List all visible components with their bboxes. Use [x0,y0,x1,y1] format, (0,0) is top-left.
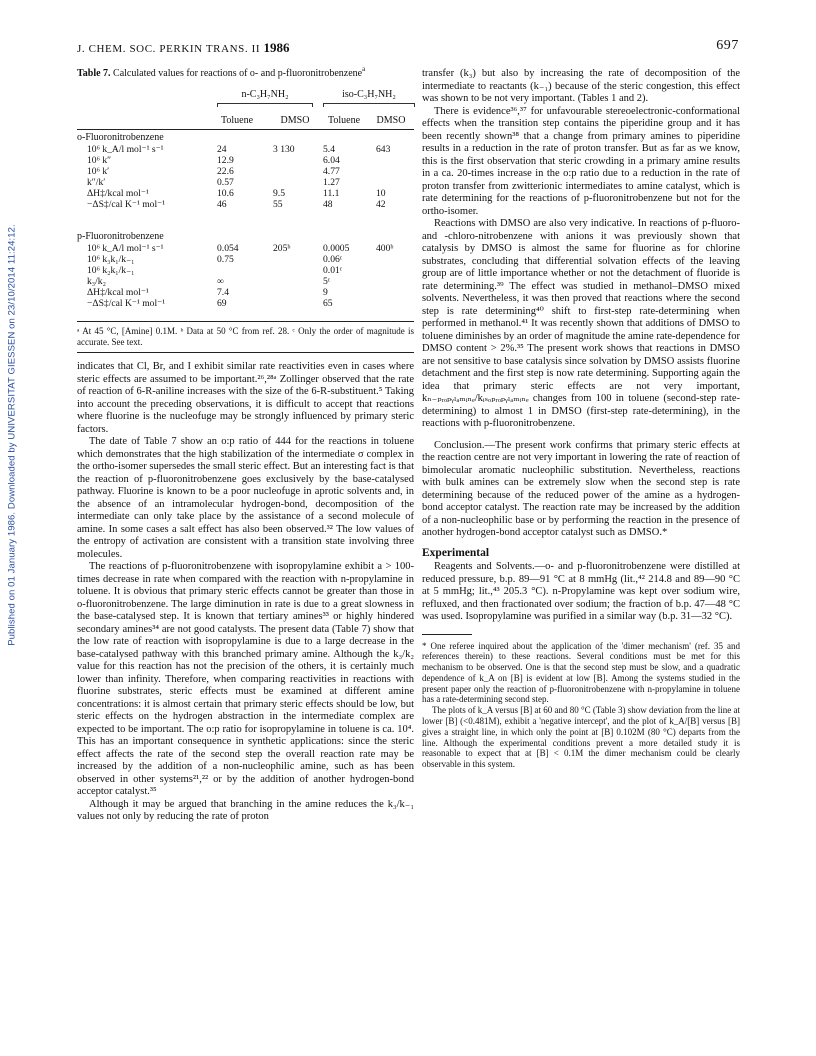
table-cell: ∞ [217,276,224,287]
page-number: 697 [716,38,739,53]
experimental-heading: Experimental [422,546,490,559]
left-paragraph: The date of Table 7 show an o:p ratio of 444 for the reactions in toluene which demonstrates that the high stabilization of the intermediate σ complex in the ortho-isomer supersedes the small steric effect. But an interesting fact is that the reaction of p-fluoronitrobenzene goes exclusively by the base-catalysed pathway. Fluorine is known to be a poor nucleofuge in aprotic solvents and, in the absence of an intramolecular hydrogen-bond, decomposition of the intermediate can only take place by the assistance of a second molecule of amine. In some cases a salt effect has also been observed.³² The low values of the entropy of activation are consistent with a transition state involving three molecules. [77,436,414,560]
table-cell: 22.6 [217,166,234,177]
footnote-paragraph: * One referee inquired about the application of the 'dimer mechanism' (ref. 35 and references therein) to these reactions. Several conditions must be met for this mechanism to be observed. One is that the second step must be slow, and a quadratic dependence of k_A on [B] is evident at low [B]. Among the systems studied in the present paper only the reaction of p-fluoronitrobenzene with n-propylamine in toluene has a rate-determining second step. [422,640,740,705]
table-row [77,144,414,155]
table-row-label: 10⁶ k₂k₁/k₋₁ [87,265,135,276]
table-cell: 11.1 [323,188,340,199]
table-caption-mark: a [362,64,366,73]
table-7 [77,64,414,324]
table-footnote: ᵃ At 45 °C, [Amine] 0.1M. ᵇ Data at 50 °C from ref. 28. ᶜ Only the order of magnitude is accurate. See text. [77,326,414,347]
right-paragraph: Reactions with DMSO are also very indicative. In reactions of p-fluoro- and -chloro-nitrobenzene with anions it was previously shown that catalysis by DMSO is almost the same for fluorine as for chlorine substrates, concluding that differential solvation effects of the leaving group are of little importance whether or not the detachment of fluoride is rate determining.³⁹ The effect was studied in methanol–DMSO mixed solvents. Nevertheless, it was then proved that reactions where the second step is rate determining⁴⁰ shift to first-step rate-determining when performed in methanol.⁴¹ It was recently shown that additions of DMSO to toluene diminishes by an order of magnitude the amine rate-dependence for DMSO content > 2%.³⁵ The present work shows that reactions in DMSO are not sensitive to base catalysis since solvation by DMSO assists fluorine detachment and the first step is now rate determining. Supporting again the idea that primary steric effects are not very important, kₙ₋ₚᵣₒₚᵧₗₐₘᵢₙₑ/kᵢₛₒₚᵣₒₚᵧₗₐₘᵢₙₑ changes from 100 in toluene (second-step rate-determining) to almost 1 in DMSO (first-step rate-determining), in the reactions with p-fluoronitrobenzene. [422,218,740,429]
table-row-label: k₃/k₂ [87,276,106,287]
journal-year: 1986 [263,40,290,55]
left-column [77,64,414,824]
table-col-dmso-2: DMSO [376,115,406,126]
footnote-paragraph: The plots of k_A versus [B] at 60 and 80 °C (Table 3) show deviation from the line at lower [B] (<0.481M), exhibit a 'negative intercept', and the plot of k_A/[B] versus [B] gives a straight line, in which only the point at [B] 0.102M (80 °C) departs from the line. Although the experimental conditions prevent a more detailed study it is reasonable to expect that at [B] < 0.1M the dimer mechanism could be clearly observable in this system. [422,705,740,770]
journal-name: J. CHEM. SOC. PERKIN TRANS. II [77,43,261,55]
table-cell: 5.4 [323,144,335,155]
table-cell: 3 130 [273,144,295,155]
table-cell: 0.0005 [323,243,350,254]
right-paragraph: There is evidence³⁶,³⁷ for unfavourable stereoelectronic-conformational effects when the transition step contains the piperidine group and it has been recently shown³⁸ that a change from primary amines to piperidine results in a reduction in the rate of proton transfer. But as far as we know, this is the first observation that steric crowding in a primary amine results in a ca. 20-times increase in the o:p ratio due to a reduction in the rate of proton transfer from zwitterionic intermediates to amine catalyst, which is rate determining for the reactions of p-fluoronitrobenzene but not for the ortho-isomer. [422,105,740,217]
table-group-brace [217,103,313,107]
running-head [77,40,739,56]
table-row-label: ΔH‡/kcal mol⁻¹ [87,287,149,298]
table-row [77,199,414,210]
table-caption-text: Calculated values for reactions of o- and p-fluoronitrobenzene [113,68,363,79]
table-cell: 6.04 [323,155,340,166]
table-group-n-propylamine [217,89,313,107]
table-cell: 5ᶜ [323,276,331,287]
table-caption-label: Table 7. [77,68,111,79]
table-row-label: 10⁶ k″ [87,155,112,166]
table-cell: 65 [323,298,333,309]
table-row-label: 10⁶ k_A/l mol⁻¹ s⁻¹ [87,243,164,254]
table-cell: 10.6 [217,188,234,199]
left-paragraph: Although it may be argued that branching in the amine reduces the k₃/k₋₁ values not only by reducing the rate of proton [77,798,414,822]
table-row [77,243,414,254]
table-row [77,254,414,265]
table-cell: 46 [217,199,227,210]
right-column [422,68,740,770]
experimental-paragraph: Reagents and Solvents.—o- and p-fluoronitrobenzene were distilled at reduced pressure, b.p. 89—91 °C at 8 mmHg (lit.,⁴² 214.8 and 89—90 °C at 5 mmHg; lit.,⁴³ 205.3 °C). n-Propylamine was kept over sodium wire, refluxed, and then fractionated over sodium; the fraction of b.p. 47—48 °C was used. Isopropylamine was purified in a similar way (b.p. 31—32 °C). [422,561,740,622]
table-row-label: −ΔS‡/cal K⁻¹ mol⁻¹ [87,199,166,210]
table-cell: 10 [376,188,386,199]
table-cell: 400ᵇ [376,243,394,254]
table-cell: 205ᵇ [273,243,291,254]
table-cell: 9 [323,287,328,298]
table-header-rule [77,129,414,130]
table-row [77,276,414,287]
conclusion-paragraph: Conclusion.—The present work confirms that primary steric effects at the reaction centre are not very important in lowering the rate of reaction of bimolecular aromatic nucleophilic substitution. Nevertheless, reactions with bulk amines can be extremely slow when the second step is rate determining because of the reduced power of the amine as a hydrogen-bond acceptor catalyst. The reaction rate may be increased by the addition of a non-nucleophilic base or by performing the reaction in the presence of another hydrogen-bond acceptor catalyst such as DMSO.* [422,439,740,538]
table-block-rule [77,352,414,353]
table-row [77,155,414,166]
table-group-label: iso-C₃H₇NH₂ [342,89,396,100]
table-cell: 643 [376,144,391,155]
table-cell: 69 [217,298,227,309]
table-caption [77,64,414,80]
table-cell: 1.27 [323,177,340,188]
download-stamp-text: Published on 01 January 1986. Downloaded by UNIVERSITAT GIESSEN on 23/10/2014 11:24:12. [6,224,18,646]
download-stamp [6,205,18,665]
table-group-isopropylamine [323,89,415,107]
table-row [77,188,414,199]
footnotes [422,641,740,771]
table-group-brace [323,103,415,107]
table-row-label: k″/k′ [87,177,106,188]
table-group-label: n-C₃H₇NH₂ [241,89,289,100]
journal-title [77,40,289,56]
table-section-para: p-Fluoronitrobenzene [77,231,164,242]
table-section-ortho: o-Fluoronitrobenzene [77,132,164,143]
table-row-label: 10⁶ k′ [87,166,110,177]
table-row [77,177,414,188]
table-cell: 0.01ᶜ [323,265,343,276]
table-cell: 0.06ᶜ [323,254,343,265]
table-cell: 48 [323,199,333,210]
table-row-label: −ΔS‡/cal K⁻¹ mol⁻¹ [87,298,166,309]
table-cell: 12.9 [217,155,234,166]
table-row [77,265,414,276]
right-paragraph: transfer (k₃) but also by increasing the rate of decomposition of the intermediate to reactants (k₋₁) because of the steric congestion, this effect was shown to be not very important. (Tables 1 and 2). [422,68,740,104]
table-cell: 55 [273,199,283,210]
table-col-toluene-1: Toluene [220,115,254,126]
footnote-rule [422,634,472,635]
table-row [77,298,414,309]
table-row [77,287,414,298]
table-cell: 0.57 [217,177,234,188]
table-bottom-rule [77,321,414,322]
table-col-dmso-1: DMSO [280,115,310,126]
table-cell: 0.75 [217,254,234,265]
table-cell: 0.054 [217,243,239,254]
table-row-label: 10⁶ k_A/l mol⁻¹ s⁻¹ [87,144,164,155]
table-row-label: 10⁶ k₃k₁/k₋₁ [87,254,135,265]
table-row [77,166,414,177]
table-cell: 9.5 [273,188,285,199]
left-paragraph: indicates that Cl, Br, and I exhibit similar rate reactivities even in cases where steric effects are assumed to be important.²⁶,²⁸ᵃ Zollinger observed that the rate of reaction of 6-R-aniline increases with the size of the 6-R-substituent.⁵ Taking into account the preceding observations, it is difficult to accept that reactions where fluorine is the nucleofuge may be strongly influenced by primary steric factors. [77,361,414,435]
table-cell: 42 [376,199,386,210]
left-paragraph: The reactions of p-fluoronitrobenzene with isopropylamine exhibit a > 100-times decrease in rate when compared with the reaction with n-propylamine in toluene. It is obvious that primary steric effects cannot be greater than those in o-fluoronitrobenzene. The large diminution in rate is due to a great slowness in the base-catalysed step. It is known that tertiary amines³³ or highly hindered secondary amines³⁴ are not good catalysts. The present data (Table 7) show that the low rate of reaction with isopropylamine is due to a large decrease in the base-catalysed pathway with this branched primary amine. Although the k₃/k₂ value for this reaction has not the precision of the others, it is certainly much lower than infinity. Therefore, when comparing reactivities in reactions with fluorine substrates, steric effects must be examined at different amine concentrations: it is almost certain that primary steric effects should be low, but steric effects on the hydrogen abstraction in the intermediate complex are expected to be important. The o:p ratio for isopropylamine in toluene is ca. 10⁴. This has an important consequence in synthetic applications: since the steric effect affects the rate of the second step the overall reaction rate may be increased by the addition of a non-nucleophilic amine, such as has been observed in other systems²¹,²² or by the addition of another hydrogen-bond acceptor catalyst.³⁵ [77,561,414,797]
table-cell: 7.4 [217,287,229,298]
table-col-toluene-2: Toluene [327,115,361,126]
table-cell: 24 [217,144,227,155]
table-cell: 4.77 [323,166,340,177]
table-row-label: ΔH‡/kcal mol⁻¹ [87,188,149,199]
